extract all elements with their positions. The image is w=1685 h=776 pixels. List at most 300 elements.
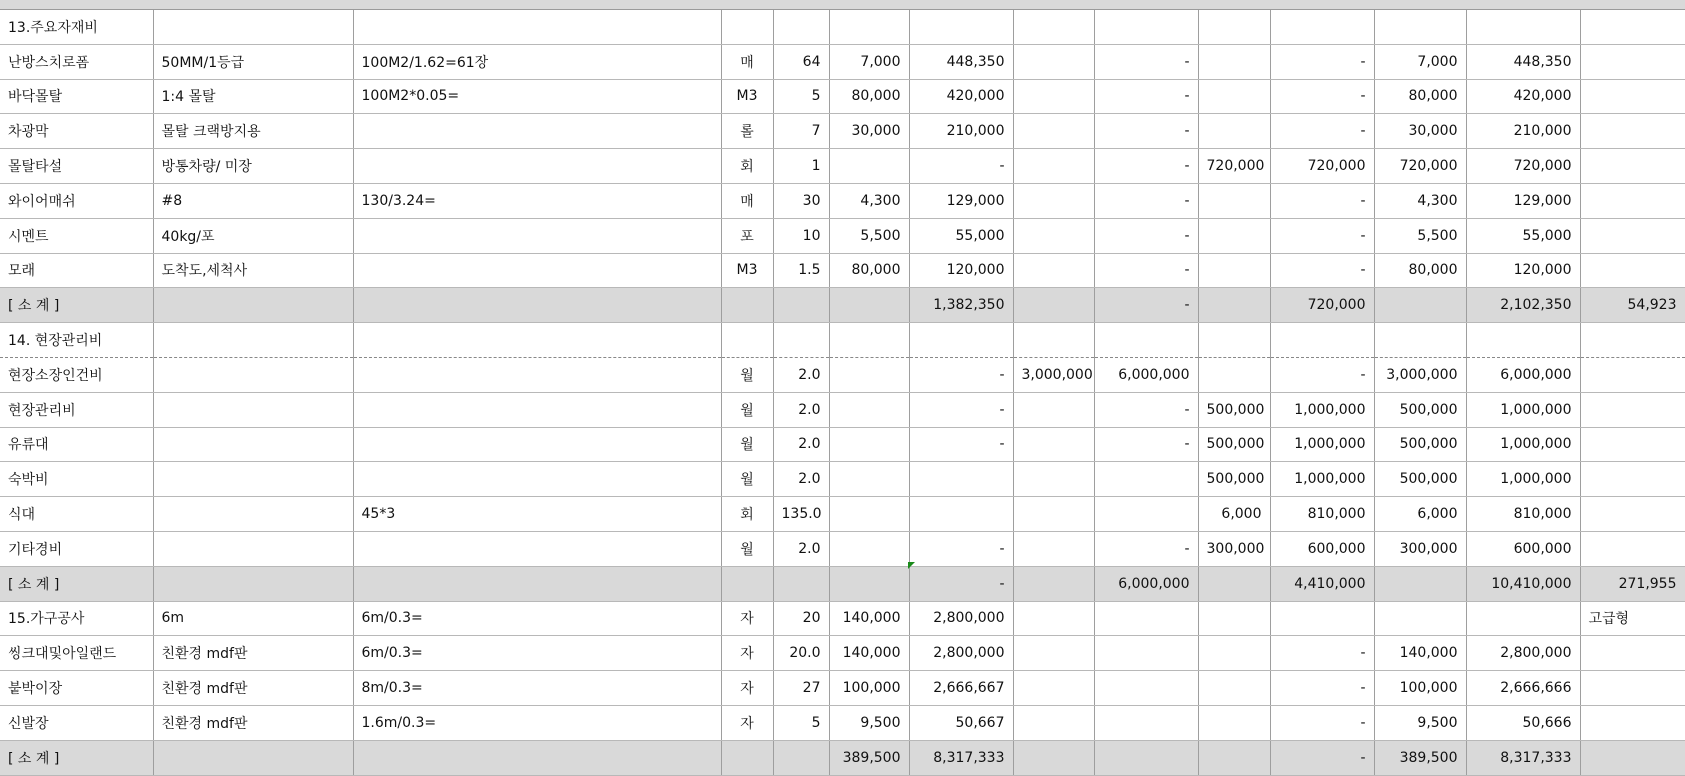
cell-r6-c1[interactable]: 40kg/포: [153, 218, 353, 253]
cell-r21-c6[interactable]: 8,317,333: [909, 740, 1013, 775]
cell-r19-c13[interactable]: [1580, 671, 1685, 706]
cell-r21-c12[interactable]: 8,317,333: [1466, 740, 1580, 775]
cell-r3-c2[interactable]: [353, 114, 721, 149]
cell-r7-c13[interactable]: [1580, 253, 1685, 288]
cell-r18-c11[interactable]: 140,000: [1374, 636, 1466, 671]
cell-r7-c7[interactable]: [1013, 253, 1094, 288]
cell-r5-c4[interactable]: 30: [773, 183, 829, 218]
cell-r20-c8[interactable]: [1094, 705, 1198, 740]
cell-r2-c5[interactable]: 80,000: [829, 79, 909, 114]
cell-r3-c1[interactable]: 몰탈 크랙방지용: [153, 114, 353, 149]
cell-r16-c9[interactable]: [1198, 566, 1270, 601]
cell-r16-c12[interactable]: 10,410,000: [1466, 566, 1580, 601]
cell-r8-c11[interactable]: [1374, 288, 1466, 323]
cell-r0-c11[interactable]: [1374, 10, 1466, 44]
cell-r21-c10[interactable]: -: [1270, 740, 1374, 775]
cell-r18-c4[interactable]: 20.0: [773, 636, 829, 671]
cell-r14-c13[interactable]: [1580, 497, 1685, 532]
cell-r4-c6[interactable]: -: [909, 149, 1013, 184]
cell-r7-c0[interactable]: 모래: [0, 253, 153, 288]
cell-r9-c4[interactable]: [773, 323, 829, 358]
cell-r5-c6[interactable]: 129,000: [909, 183, 1013, 218]
cell-r14-c8[interactable]: [1094, 497, 1198, 532]
cell-r10-c6[interactable]: -: [909, 357, 1013, 392]
cell-r6-c10[interactable]: -: [1270, 218, 1374, 253]
cell-r13-c1[interactable]: [153, 462, 353, 497]
cell-r12-c2[interactable]: [353, 427, 721, 462]
cell-r12-c11[interactable]: 500,000: [1374, 427, 1466, 462]
cell-r13-c5[interactable]: [829, 462, 909, 497]
cell-r14-c0[interactable]: 식대: [0, 497, 153, 532]
cell-r15-c1[interactable]: [153, 531, 353, 566]
cell-r15-c5[interactable]: [829, 531, 909, 566]
cell-r3-c10[interactable]: -: [1270, 114, 1374, 149]
cell-r5-c9[interactable]: [1198, 183, 1270, 218]
cell-r6-c8[interactable]: -: [1094, 218, 1198, 253]
cell-r18-c0[interactable]: 씽크대및아일랜드: [0, 636, 153, 671]
cell-r1-c8[interactable]: -: [1094, 44, 1198, 79]
cell-r10-c3[interactable]: 월: [721, 357, 773, 392]
cell-r18-c12[interactable]: 2,800,000: [1466, 636, 1580, 671]
cell-r5-c10[interactable]: -: [1270, 183, 1374, 218]
cell-r7-c3[interactable]: M3: [721, 253, 773, 288]
cell-r1-c3[interactable]: 매: [721, 44, 773, 79]
cell-r17-c2[interactable]: 6m/0.3=: [353, 601, 721, 636]
cell-r13-c13[interactable]: [1580, 462, 1685, 497]
cell-r14-c2[interactable]: 45*3: [353, 497, 721, 532]
cell-r2-c2[interactable]: 100M2*0.05=: [353, 79, 721, 114]
cell-r2-c7[interactable]: [1013, 79, 1094, 114]
cell-r15-c13[interactable]: [1580, 531, 1685, 566]
cell-r9-c10[interactable]: [1270, 323, 1374, 358]
cell-r1-c13[interactable]: [1580, 44, 1685, 79]
cell-r8-c10[interactable]: 720,000: [1270, 288, 1374, 323]
cell-r15-c4[interactable]: 2.0: [773, 531, 829, 566]
cell-r2-c10[interactable]: -: [1270, 79, 1374, 114]
cell-r18-c8[interactable]: [1094, 636, 1198, 671]
cell-r16-c1[interactable]: [153, 566, 353, 601]
cell-r12-c5[interactable]: [829, 427, 909, 462]
cell-r16-c6[interactable]: -: [909, 566, 1013, 601]
cell-r8-c2[interactable]: [353, 288, 721, 323]
cell-r19-c10[interactable]: -: [1270, 671, 1374, 706]
cell-r21-c9[interactable]: [1198, 740, 1270, 775]
cell-r20-c5[interactable]: 9,500: [829, 705, 909, 740]
cell-r10-c4[interactable]: 2.0: [773, 357, 829, 392]
cell-r0-c0[interactable]: 13.주요자재비: [0, 10, 153, 44]
cell-r14-c3[interactable]: 회: [721, 497, 773, 532]
cell-r3-c11[interactable]: 30,000: [1374, 114, 1466, 149]
cell-r0-c4[interactable]: [773, 10, 829, 44]
cell-r0-c13[interactable]: [1580, 10, 1685, 44]
cell-r7-c11[interactable]: 80,000: [1374, 253, 1466, 288]
cell-r10-c9[interactable]: [1198, 357, 1270, 392]
cell-r20-c2[interactable]: 1.6m/0.3=: [353, 705, 721, 740]
cell-r2-c11[interactable]: 80,000: [1374, 79, 1466, 114]
cell-r13-c0[interactable]: 숙박비: [0, 462, 153, 497]
cell-r3-c12[interactable]: 210,000: [1466, 114, 1580, 149]
cell-r7-c12[interactable]: 120,000: [1466, 253, 1580, 288]
cell-r15-c0[interactable]: 기타경비: [0, 531, 153, 566]
cell-r9-c9[interactable]: [1198, 323, 1270, 358]
cell-r12-c7[interactable]: [1013, 427, 1094, 462]
cell-r19-c9[interactable]: [1198, 671, 1270, 706]
cell-r13-c6[interactable]: [909, 462, 1013, 497]
cell-r1-c9[interactable]: [1198, 44, 1270, 79]
cell-r9-c2[interactable]: [353, 323, 721, 358]
cell-r16-c11[interactable]: [1374, 566, 1466, 601]
cell-r20-c9[interactable]: [1198, 705, 1270, 740]
cell-r21-c5[interactable]: 389,500: [829, 740, 909, 775]
cell-r5-c3[interactable]: 매: [721, 183, 773, 218]
cell-r15-c8[interactable]: -: [1094, 531, 1198, 566]
cell-r4-c3[interactable]: 회: [721, 149, 773, 184]
cell-r20-c11[interactable]: 9,500: [1374, 705, 1466, 740]
cell-r18-c1[interactable]: 친환경 mdf판: [153, 636, 353, 671]
cell-r18-c10[interactable]: -: [1270, 636, 1374, 671]
cell-r15-c11[interactable]: 300,000: [1374, 531, 1466, 566]
cell-r4-c9[interactable]: 720,000: [1198, 149, 1270, 184]
cell-r14-c7[interactable]: [1013, 497, 1094, 532]
cell-r16-c13[interactable]: 271,955: [1580, 566, 1685, 601]
cell-r18-c6[interactable]: 2,800,000: [909, 636, 1013, 671]
cell-r21-c7[interactable]: [1013, 740, 1094, 775]
cell-r7-c5[interactable]: 80,000: [829, 253, 909, 288]
cell-r13-c9[interactable]: 500,000: [1198, 462, 1270, 497]
cell-r2-c1[interactable]: 1:4 몰탈: [153, 79, 353, 114]
cell-r14-c4[interactable]: 135.0: [773, 497, 829, 532]
cell-r15-c7[interactable]: [1013, 531, 1094, 566]
cell-r16-c10[interactable]: 4,410,000: [1270, 566, 1374, 601]
cell-r8-c13[interactable]: 54,923: [1580, 288, 1685, 323]
cell-r10-c12[interactable]: 6,000,000: [1466, 357, 1580, 392]
cell-r18-c3[interactable]: 자: [721, 636, 773, 671]
cell-r12-c1[interactable]: [153, 427, 353, 462]
cell-r16-c4[interactable]: [773, 566, 829, 601]
cell-r10-c1[interactable]: [153, 357, 353, 392]
cell-r11-c0[interactable]: 현장관리비: [0, 392, 153, 427]
cell-r13-c7[interactable]: [1013, 462, 1094, 497]
cell-r11-c10[interactable]: 1,000,000: [1270, 392, 1374, 427]
cell-r20-c6[interactable]: 50,667: [909, 705, 1013, 740]
cell-r6-c3[interactable]: 포: [721, 218, 773, 253]
cell-r4-c10[interactable]: 720,000: [1270, 149, 1374, 184]
cell-r0-c5[interactable]: [829, 10, 909, 44]
cell-r8-c1[interactable]: [153, 288, 353, 323]
cell-r17-c12[interactable]: [1466, 601, 1580, 636]
cell-r19-c6[interactable]: 2,666,667: [909, 671, 1013, 706]
cell-r11-c5[interactable]: [829, 392, 909, 427]
cell-r18-c9[interactable]: [1198, 636, 1270, 671]
cell-r3-c7[interactable]: [1013, 114, 1094, 149]
cell-r21-c1[interactable]: [153, 740, 353, 775]
cell-r7-c6[interactable]: 120,000: [909, 253, 1013, 288]
cell-r11-c6[interactable]: -: [909, 392, 1013, 427]
cell-r15-c10[interactable]: 600,000: [1270, 531, 1374, 566]
cell-r15-c3[interactable]: 월: [721, 531, 773, 566]
cell-r20-c7[interactable]: [1013, 705, 1094, 740]
cell-r11-c8[interactable]: -: [1094, 392, 1198, 427]
cell-r0-c6[interactable]: [909, 10, 1013, 44]
cell-r3-c5[interactable]: 30,000: [829, 114, 909, 149]
cell-r9-c5[interactable]: [829, 323, 909, 358]
cell-r20-c1[interactable]: 친환경 mdf판: [153, 705, 353, 740]
cell-r12-c12[interactable]: 1,000,000: [1466, 427, 1580, 462]
cell-r16-c7[interactable]: [1013, 566, 1094, 601]
cell-r9-c0[interactable]: 14. 현장관리비: [0, 323, 153, 358]
cell-r4-c13[interactable]: [1580, 149, 1685, 184]
cell-r5-c0[interactable]: 와이어매쉬: [0, 183, 153, 218]
cell-r10-c7[interactable]: 3,000,000: [1013, 357, 1094, 392]
cell-r14-c10[interactable]: 810,000: [1270, 497, 1374, 532]
cell-r7-c1[interactable]: 도착도,세척사: [153, 253, 353, 288]
cell-r21-c2[interactable]: [353, 740, 721, 775]
cell-r3-c3[interactable]: 롤: [721, 114, 773, 149]
cell-r8-c8[interactable]: -: [1094, 288, 1198, 323]
cell-r2-c0[interactable]: 바닥몰탈: [0, 79, 153, 114]
cell-r19-c3[interactable]: 자: [721, 671, 773, 706]
cell-r14-c11[interactable]: 6,000: [1374, 497, 1466, 532]
cell-r16-c8[interactable]: 6,000,000: [1094, 566, 1198, 601]
cell-r19-c7[interactable]: [1013, 671, 1094, 706]
cell-r8-c5[interactable]: [829, 288, 909, 323]
cell-r6-c12[interactable]: 55,000: [1466, 218, 1580, 253]
cell-r20-c3[interactable]: 자: [721, 705, 773, 740]
cell-r19-c5[interactable]: 100,000: [829, 671, 909, 706]
cell-r1-c7[interactable]: [1013, 44, 1094, 79]
cell-r15-c6[interactable]: -: [909, 531, 1013, 566]
cell-r5-c11[interactable]: 4,300: [1374, 183, 1466, 218]
cell-r13-c11[interactable]: 500,000: [1374, 462, 1466, 497]
cell-r1-c6[interactable]: 448,350: [909, 44, 1013, 79]
cell-r10-c11[interactable]: 3,000,000: [1374, 357, 1466, 392]
cell-r4-c1[interactable]: 방통차량/ 미장: [153, 149, 353, 184]
cell-r18-c13[interactable]: [1580, 636, 1685, 671]
cell-r10-c2[interactable]: [353, 357, 721, 392]
cell-r0-c10[interactable]: [1270, 10, 1374, 44]
cell-r10-c0[interactable]: 현장소장인건비: [0, 357, 153, 392]
cell-r20-c10[interactable]: -: [1270, 705, 1374, 740]
cell-r11-c2[interactable]: [353, 392, 721, 427]
cell-r19-c11[interactable]: 100,000: [1374, 671, 1466, 706]
cell-r10-c10[interactable]: -: [1270, 357, 1374, 392]
cell-r21-c13[interactable]: [1580, 740, 1685, 775]
cell-r14-c9[interactable]: 6,000: [1198, 497, 1270, 532]
cell-r3-c6[interactable]: 210,000: [909, 114, 1013, 149]
cell-r13-c2[interactable]: [353, 462, 721, 497]
cell-r4-c7[interactable]: [1013, 149, 1094, 184]
cell-r18-c7[interactable]: [1013, 636, 1094, 671]
cell-r8-c7[interactable]: [1013, 288, 1094, 323]
cell-r13-c3[interactable]: 월: [721, 462, 773, 497]
cell-r17-c13[interactable]: 고급형: [1580, 601, 1685, 636]
cell-r17-c7[interactable]: [1013, 601, 1094, 636]
cell-r11-c9[interactable]: 500,000: [1198, 392, 1270, 427]
cell-r19-c4[interactable]: 27: [773, 671, 829, 706]
cell-r13-c4[interactable]: 2.0: [773, 462, 829, 497]
cell-r10-c8[interactable]: 6,000,000: [1094, 357, 1198, 392]
cell-r15-c9[interactable]: 300,000: [1198, 531, 1270, 566]
cell-r8-c0[interactable]: [ 소 계 ]: [0, 288, 153, 323]
cell-r10-c13[interactable]: [1580, 357, 1685, 392]
cell-r4-c12[interactable]: 720,000: [1466, 149, 1580, 184]
cell-r6-c11[interactable]: 5,500: [1374, 218, 1466, 253]
cell-r1-c2[interactable]: 100M2/1.62=61장: [353, 44, 721, 79]
cell-r0-c9[interactable]: [1198, 10, 1270, 44]
cell-r2-c8[interactable]: -: [1094, 79, 1198, 114]
cell-r9-c12[interactable]: [1466, 323, 1580, 358]
cell-r7-c9[interactable]: [1198, 253, 1270, 288]
cell-r5-c7[interactable]: [1013, 183, 1094, 218]
cell-r1-c0[interactable]: 난방스치로폼: [0, 44, 153, 79]
cell-r17-c4[interactable]: 20: [773, 601, 829, 636]
cell-r12-c0[interactable]: 유류대: [0, 427, 153, 462]
cell-r20-c0[interactable]: 신발장: [0, 705, 153, 740]
cell-r9-c1[interactable]: [153, 323, 353, 358]
cell-r6-c9[interactable]: [1198, 218, 1270, 253]
cell-r17-c11[interactable]: [1374, 601, 1466, 636]
cell-r17-c8[interactable]: [1094, 601, 1198, 636]
cell-r5-c2[interactable]: 130/3.24=: [353, 183, 721, 218]
cell-r0-c3[interactable]: [721, 10, 773, 44]
cell-r2-c3[interactable]: M3: [721, 79, 773, 114]
cell-r7-c4[interactable]: 1.5: [773, 253, 829, 288]
cell-r12-c6[interactable]: -: [909, 427, 1013, 462]
cell-r6-c4[interactable]: 10: [773, 218, 829, 253]
cell-r13-c12[interactable]: 1,000,000: [1466, 462, 1580, 497]
cell-r6-c6[interactable]: 55,000: [909, 218, 1013, 253]
cell-r15-c2[interactable]: [353, 531, 721, 566]
cell-r21-c8[interactable]: [1094, 740, 1198, 775]
cell-r8-c12[interactable]: 2,102,350: [1466, 288, 1580, 323]
cell-r11-c1[interactable]: [153, 392, 353, 427]
cell-r17-c9[interactable]: [1198, 601, 1270, 636]
cell-r8-c3[interactable]: [721, 288, 773, 323]
cell-r1-c4[interactable]: 64: [773, 44, 829, 79]
cell-r20-c4[interactable]: 5: [773, 705, 829, 740]
cell-r2-c6[interactable]: 420,000: [909, 79, 1013, 114]
cell-r9-c3[interactable]: [721, 323, 773, 358]
cell-r7-c2[interactable]: [353, 253, 721, 288]
cell-r19-c1[interactable]: 친환경 mdf판: [153, 671, 353, 706]
cell-r14-c6[interactable]: [909, 497, 1013, 532]
cell-r3-c13[interactable]: [1580, 114, 1685, 149]
cell-r0-c1[interactable]: [153, 10, 353, 44]
cell-r14-c1[interactable]: [153, 497, 353, 532]
cell-r20-c12[interactable]: 50,666: [1466, 705, 1580, 740]
cell-r11-c7[interactable]: [1013, 392, 1094, 427]
cell-r1-c5[interactable]: 7,000: [829, 44, 909, 79]
cell-r5-c8[interactable]: -: [1094, 183, 1198, 218]
cell-r14-c5[interactable]: [829, 497, 909, 532]
cell-r1-c12[interactable]: 448,350: [1466, 44, 1580, 79]
cell-r19-c0[interactable]: 붙박이장: [0, 671, 153, 706]
cell-r21-c0[interactable]: [ 소 계 ]: [0, 740, 153, 775]
cell-r11-c3[interactable]: 월: [721, 392, 773, 427]
cell-r2-c4[interactable]: 5: [773, 79, 829, 114]
cell-r0-c7[interactable]: [1013, 10, 1094, 44]
cell-r4-c11[interactable]: 720,000: [1374, 149, 1466, 184]
cell-r8-c9[interactable]: [1198, 288, 1270, 323]
cell-r18-c5[interactable]: 140,000: [829, 636, 909, 671]
cell-r4-c4[interactable]: 1: [773, 149, 829, 184]
cell-r12-c9[interactable]: 500,000: [1198, 427, 1270, 462]
cell-r2-c9[interactable]: [1198, 79, 1270, 114]
cell-r12-c10[interactable]: 1,000,000: [1270, 427, 1374, 462]
cell-r2-c13[interactable]: [1580, 79, 1685, 114]
cell-r1-c10[interactable]: -: [1270, 44, 1374, 79]
cell-r6-c2[interactable]: [353, 218, 721, 253]
cell-r6-c5[interactable]: 5,500: [829, 218, 909, 253]
cell-r4-c8[interactable]: -: [1094, 149, 1198, 184]
cell-r7-c10[interactable]: -: [1270, 253, 1374, 288]
cell-r9-c7[interactable]: [1013, 323, 1094, 358]
cell-r8-c6[interactable]: 1,382,350: [909, 288, 1013, 323]
cell-r12-c13[interactable]: [1580, 427, 1685, 462]
cell-r17-c10[interactable]: [1270, 601, 1374, 636]
cell-r12-c8[interactable]: -: [1094, 427, 1198, 462]
cell-r17-c3[interactable]: 자: [721, 601, 773, 636]
cell-r20-c13[interactable]: [1580, 705, 1685, 740]
cell-r16-c5[interactable]: [829, 566, 909, 601]
cell-r4-c0[interactable]: 몰탈타설: [0, 149, 153, 184]
cell-r5-c1[interactable]: #8: [153, 183, 353, 218]
cell-r9-c6[interactable]: [909, 323, 1013, 358]
cell-r5-c13[interactable]: [1580, 183, 1685, 218]
cell-r0-c2[interactable]: [353, 10, 721, 44]
cell-r7-c8[interactable]: -: [1094, 253, 1198, 288]
cell-r17-c5[interactable]: 140,000: [829, 601, 909, 636]
cell-r3-c0[interactable]: 차광막: [0, 114, 153, 149]
cell-r6-c0[interactable]: 시멘트: [0, 218, 153, 253]
cell-r9-c8[interactable]: [1094, 323, 1198, 358]
cell-r5-c12[interactable]: 129,000: [1466, 183, 1580, 218]
cell-r11-c11[interactable]: 500,000: [1374, 392, 1466, 427]
cell-r13-c10[interactable]: 1,000,000: [1270, 462, 1374, 497]
cell-r12-c4[interactable]: 2.0: [773, 427, 829, 462]
cell-r15-c12[interactable]: 600,000: [1466, 531, 1580, 566]
cell-r13-c8[interactable]: [1094, 462, 1198, 497]
cell-r4-c5[interactable]: [829, 149, 909, 184]
cell-r4-c2[interactable]: [353, 149, 721, 184]
cell-r2-c12[interactable]: 420,000: [1466, 79, 1580, 114]
cell-r6-c7[interactable]: [1013, 218, 1094, 253]
cell-r17-c0[interactable]: 15.가구공사: [0, 601, 153, 636]
cell-r1-c11[interactable]: 7,000: [1374, 44, 1466, 79]
cell-r18-c2[interactable]: 6m/0.3=: [353, 636, 721, 671]
cell-r9-c11[interactable]: [1374, 323, 1466, 358]
cell-r1-c1[interactable]: 50MM/1등급: [153, 44, 353, 79]
cell-r16-c3[interactable]: [721, 566, 773, 601]
cell-r19-c2[interactable]: 8m/0.3=: [353, 671, 721, 706]
cell-r6-c13[interactable]: [1580, 218, 1685, 253]
cell-r11-c12[interactable]: 1,000,000: [1466, 392, 1580, 427]
cell-r11-c4[interactable]: 2.0: [773, 392, 829, 427]
cell-r17-c6[interactable]: 2,800,000: [909, 601, 1013, 636]
cell-r3-c4[interactable]: 7: [773, 114, 829, 149]
cell-r8-c4[interactable]: [773, 288, 829, 323]
cell-r14-c12[interactable]: 810,000: [1466, 497, 1580, 532]
cell-r19-c12[interactable]: 2,666,666: [1466, 671, 1580, 706]
cell-r21-c4[interactable]: [773, 740, 829, 775]
cell-r16-c0[interactable]: [ 소 계 ]: [0, 566, 153, 601]
cell-r9-c13[interactable]: [1580, 323, 1685, 358]
cell-r3-c9[interactable]: [1198, 114, 1270, 149]
cell-r10-c5[interactable]: [829, 357, 909, 392]
cell-r3-c8[interactable]: -: [1094, 114, 1198, 149]
cell-r12-c3[interactable]: 월: [721, 427, 773, 462]
cell-r0-c8[interactable]: [1094, 10, 1198, 44]
